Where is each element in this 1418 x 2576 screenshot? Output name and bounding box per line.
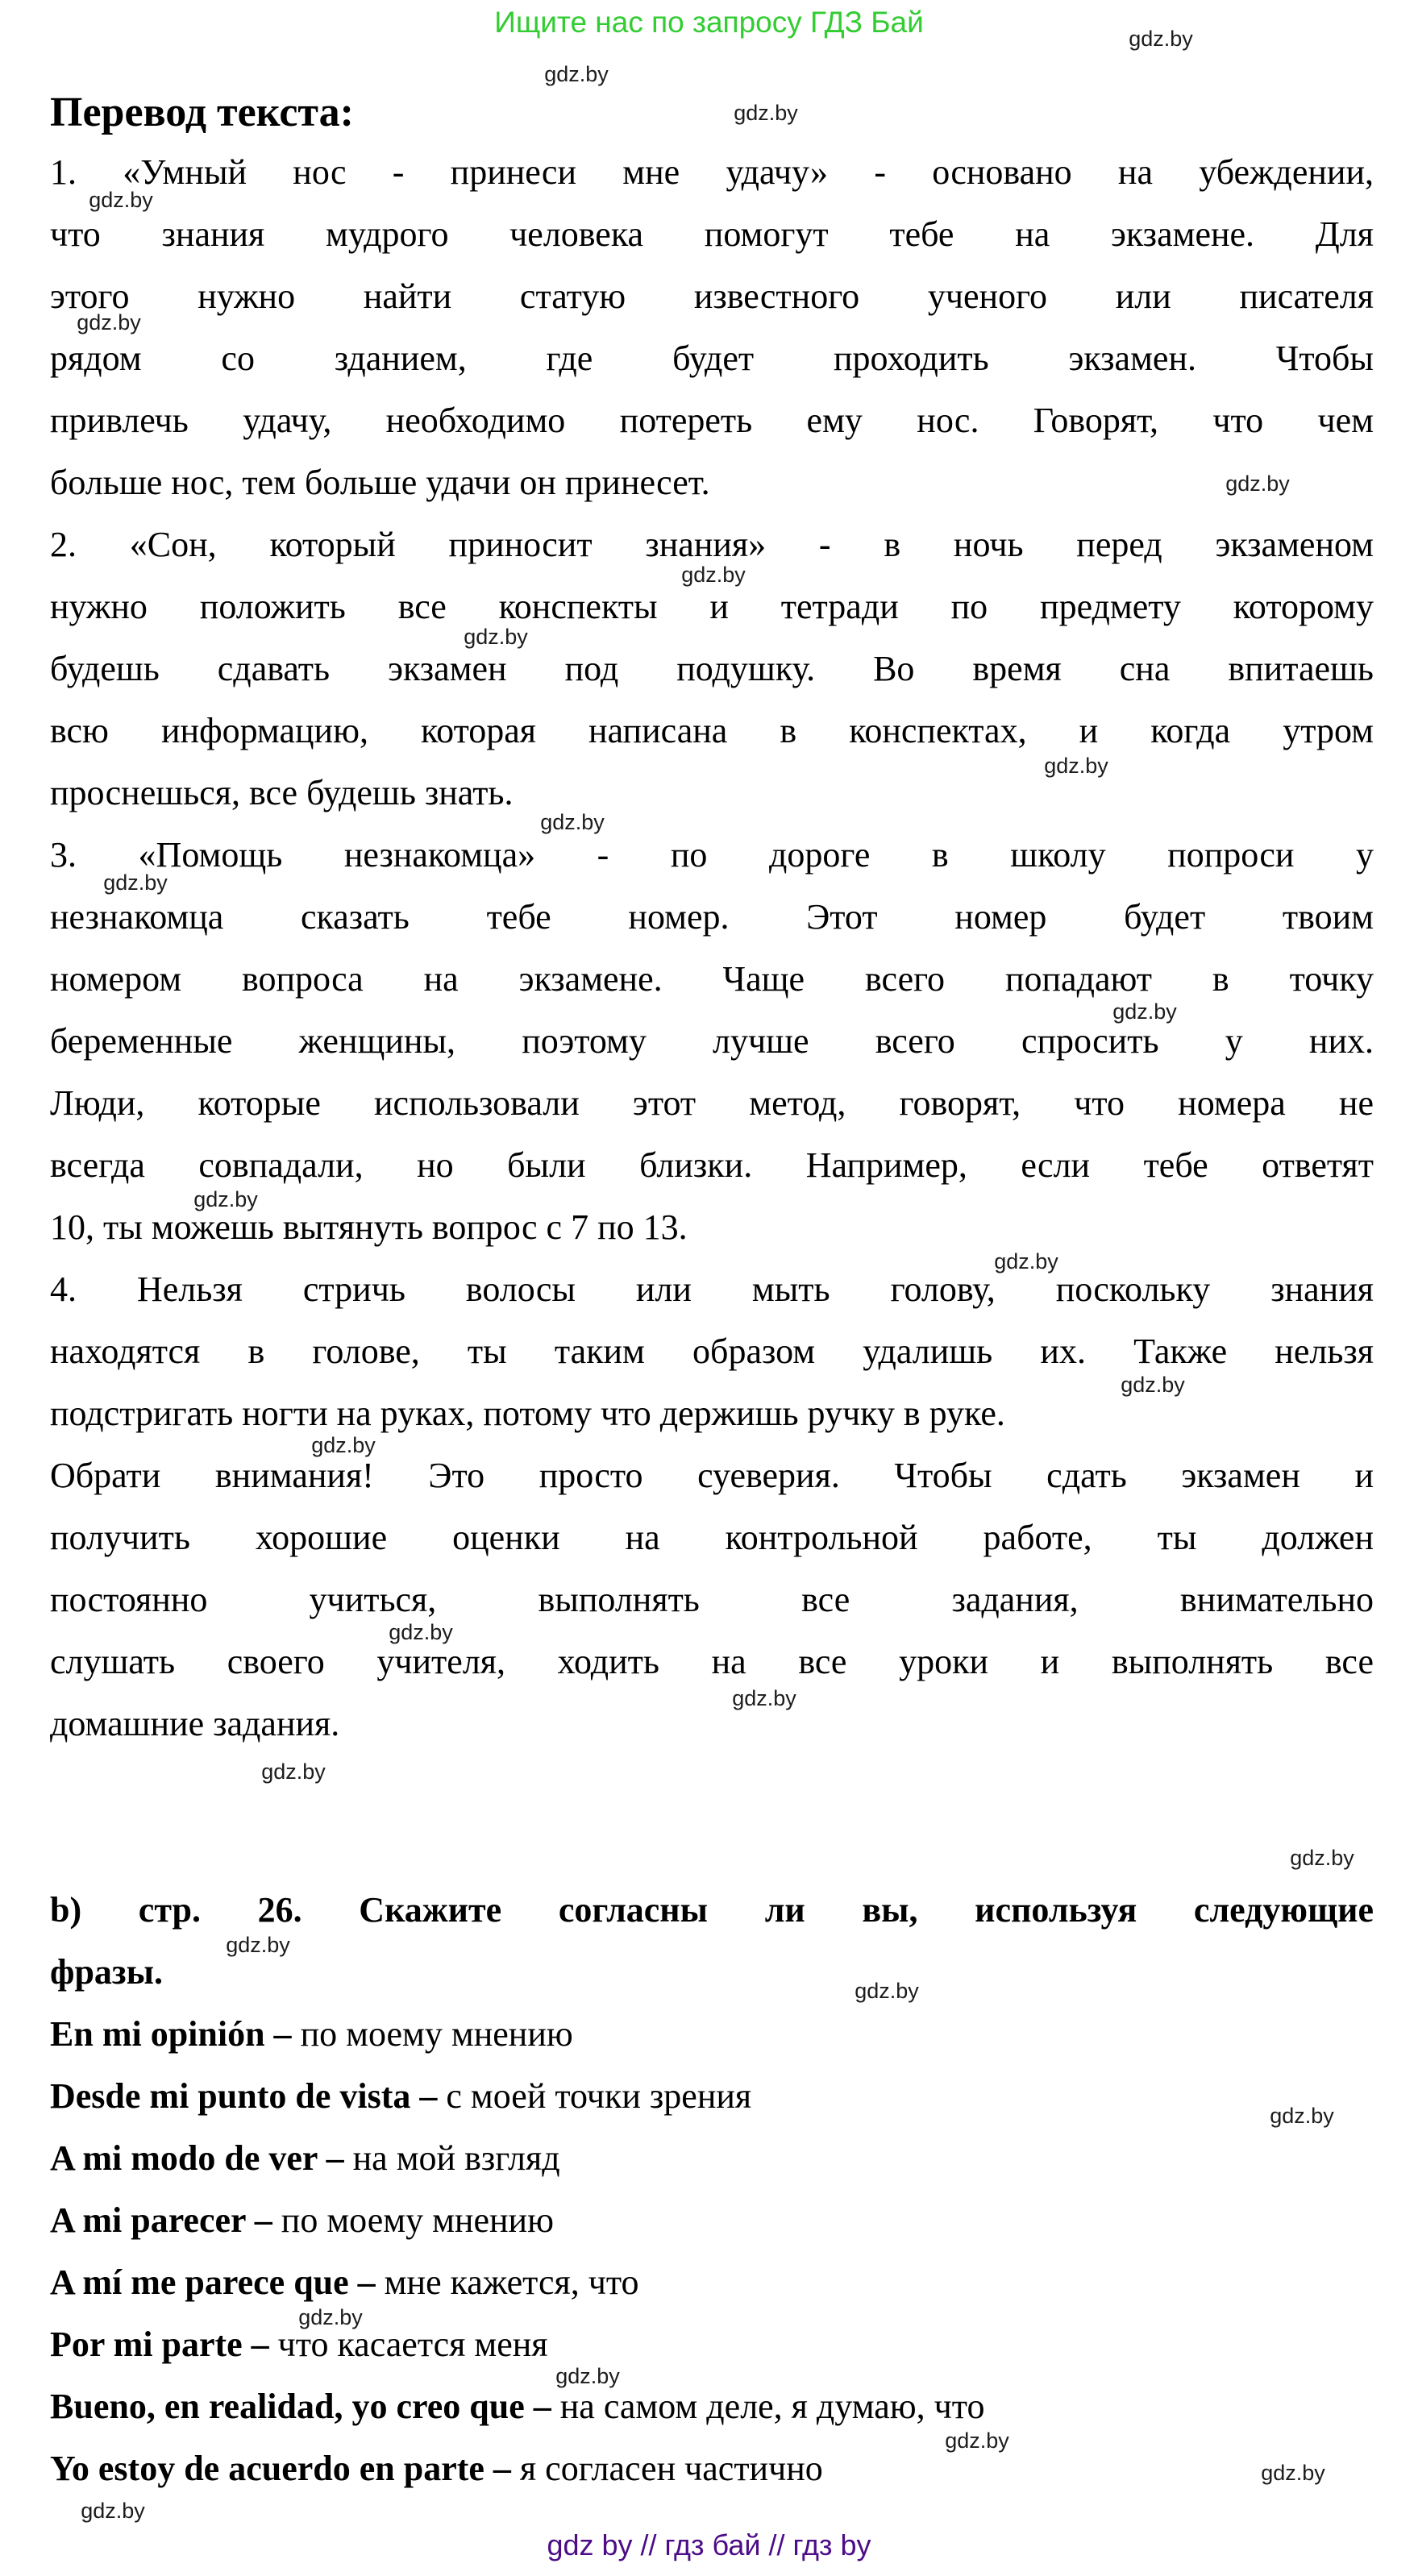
- text-line: подстригать ногти на руках, потому что держишь ручку в руке.: [50, 1394, 1005, 1433]
- phrase-item: [50, 2127, 1374, 2189]
- watermark-text: gdz.by: [464, 625, 528, 649]
- phrase-spanish: En mi opinión –: [50, 2014, 292, 2054]
- watermark-text: gdz.by: [1261, 2461, 1325, 2485]
- text-line: получить хорошие оценки на контрольной работе, ты должен: [50, 1518, 1374, 1557]
- phrase-spanish: A mí me parece que –: [50, 2262, 376, 2302]
- section-b-heading: [50, 1879, 1374, 2003]
- text-line: домашние задания.: [50, 1704, 340, 1743]
- phrase-item: [50, 2375, 1374, 2437]
- text-line: всю информацию, которая написана в конспектах, и когда утром: [50, 711, 1374, 750]
- watermark-text: gdz.by: [103, 870, 168, 895]
- phrase-spanish: Por mi parte –: [50, 2325, 269, 2364]
- text-line: рядом со зданием, где будет проходить экзамен. Чтобы: [50, 339, 1374, 378]
- text-line: 4. Нельзя стричь волосы или мыть голову, поскольку знания: [50, 1269, 1374, 1309]
- watermark-text: gdz.by: [681, 563, 746, 587]
- text-line: проснешься, все будешь знать.: [50, 773, 514, 812]
- watermark-text: gdz.by: [734, 101, 798, 125]
- watermark-text: gdz.by: [389, 1620, 453, 1644]
- promo-banner: Ищите нас по запросу ГДЗ Бай: [494, 6, 924, 39]
- watermark-text: gdz.by: [311, 1433, 376, 1457]
- watermark-text: gdz.by: [226, 1933, 290, 1957]
- text-line: 1. «Умный нос - принеси мне удачу» - основано на убеждении,: [50, 152, 1374, 192]
- text-line: незнакомца сказать тебе номер. Этот номер будет твоим: [50, 897, 1374, 937]
- text-line: будешь сдавать экзамен под подушку. Во время сна впитаешь: [50, 649, 1374, 688]
- phrase-spanish: Desde mi punto de vista –: [50, 2076, 438, 2116]
- text-line: слушать своего учителя, ходить на все уроки и выполнять все: [50, 1642, 1374, 1681]
- watermark-text: gdz.by: [732, 1686, 796, 1710]
- text-line: привлечь удачу, необходимо потереть ему нос. Говорят, что чем: [50, 401, 1374, 440]
- watermark-text: gdz.by: [945, 2429, 1009, 2453]
- phrase-item: [50, 2251, 1374, 2313]
- text-line: что знания мудрого человека помогут тебе на экзамене. Для: [50, 214, 1374, 254]
- text-line: Обрати внимания! Это просто суеверия. Чтобы сдать экзамен и: [50, 1456, 1374, 1495]
- watermark-text: gdz.by: [1270, 2104, 1334, 2128]
- watermark-text: gdz.by: [994, 1249, 1058, 1273]
- watermark-text: gdz.by: [1121, 1373, 1185, 1397]
- phrase-russian: по моему мнению: [281, 2200, 554, 2240]
- phrase-russian: на самом деле, я думаю, что: [559, 2387, 985, 2426]
- watermark-text: gdz.by: [1112, 999, 1177, 1024]
- text-line: больше нос, тем больше удачи он принесет.: [50, 463, 710, 502]
- phrase-item: [50, 2313, 1374, 2375]
- section-gap: [50, 1755, 1374, 1879]
- phrase-spanish: A mi parecer –: [50, 2200, 272, 2240]
- text-line: нужно положить все конспекты и тетради по предмету которому: [50, 587, 1374, 626]
- watermark-text: gdz.by: [1290, 1846, 1354, 1870]
- text-line: 10, ты можешь вытянуть вопрос с 7 по 13.: [50, 1207, 688, 1247]
- phrase-item: [50, 2189, 1374, 2251]
- watermark-text: gdz.by: [1044, 754, 1108, 778]
- text-line: всегда совпадали, но были близки. Например, если тебе ответят: [50, 1145, 1374, 1185]
- phrase-russian: что касается меня: [277, 2325, 548, 2364]
- section-b-heading-line: b) стр. 26. Скажите согласны ли вы, используя следующие: [50, 1890, 1374, 1930]
- watermark-text: gdz.by: [77, 310, 141, 334]
- text-line: постоянно учиться, выполнять все задания, внимательно: [50, 1580, 1374, 1619]
- watermark-text: gdz.by: [544, 62, 609, 86]
- phrase-russian: я согласен частично: [519, 2449, 823, 2488]
- phrase-item: [50, 2003, 1374, 2065]
- footer-links[interactable]: gdz by // гдз бай // гдз by: [547, 2528, 871, 2561]
- phrase-list: [50, 2003, 1374, 2499]
- text-line: находятся в голове, ты таким образом удалишь их. Также нельзя: [50, 1332, 1374, 1371]
- phrase-russian: с моей точки зрения: [446, 2076, 752, 2116]
- phrase-russian: на мой взгляд: [352, 2138, 560, 2178]
- watermark-text: gdz.by: [555, 2364, 620, 2388]
- phrase-spanish: Yo estoy de acuerdo en parte –: [50, 2449, 511, 2488]
- watermark-text: gdz.by: [261, 1760, 326, 1784]
- document-content: [50, 77, 1374, 2499]
- text-line: 2. «Сон, который приносит знания» - в ночь перед экзаменом: [50, 525, 1374, 564]
- watermark-text: gdz.by: [298, 2305, 363, 2329]
- text-line: этого нужно найти статую известного ученого или писателя: [50, 276, 1374, 316]
- phrase-spanish: A mi modo de ver –: [50, 2138, 344, 2178]
- body-paragraphs: [50, 141, 1374, 1755]
- document-title: Перевод текста:: [50, 89, 354, 135]
- section-b-heading-line: фразы.: [50, 1952, 163, 1992]
- watermark-text: gdz.by: [81, 2499, 145, 2523]
- phrase-russian: мне кажется, что: [384, 2262, 639, 2302]
- watermark-text: gdz.by: [1129, 27, 1193, 51]
- phrase-item: [50, 2065, 1374, 2127]
- text-line: номером вопроса на экзамене. Чаще всего попадают в точку: [50, 959, 1374, 999]
- phrase-russian: по моему мнению: [300, 2014, 573, 2054]
- phrase-item: [50, 2437, 1374, 2499]
- watermark-text: gdz.by: [855, 1979, 919, 2003]
- watermark-text: gdz.by: [89, 188, 153, 212]
- text-line: 3. «Помощь незнакомца» - по дороге в школу попроси у: [50, 835, 1374, 875]
- text-line: беременные женщины, поэтому лучше всего спросить у них.: [50, 1021, 1374, 1061]
- phrase-spanish: Bueno, en realidad, yo creo que –: [50, 2387, 551, 2426]
- watermark-text: gdz.by: [1225, 472, 1290, 496]
- watermark-text: gdz.by: [540, 810, 605, 834]
- text-line: Люди, которые использовали этот метод, говорят, что номера не: [50, 1083, 1374, 1123]
- watermark-text: gdz.by: [193, 1187, 258, 1211]
